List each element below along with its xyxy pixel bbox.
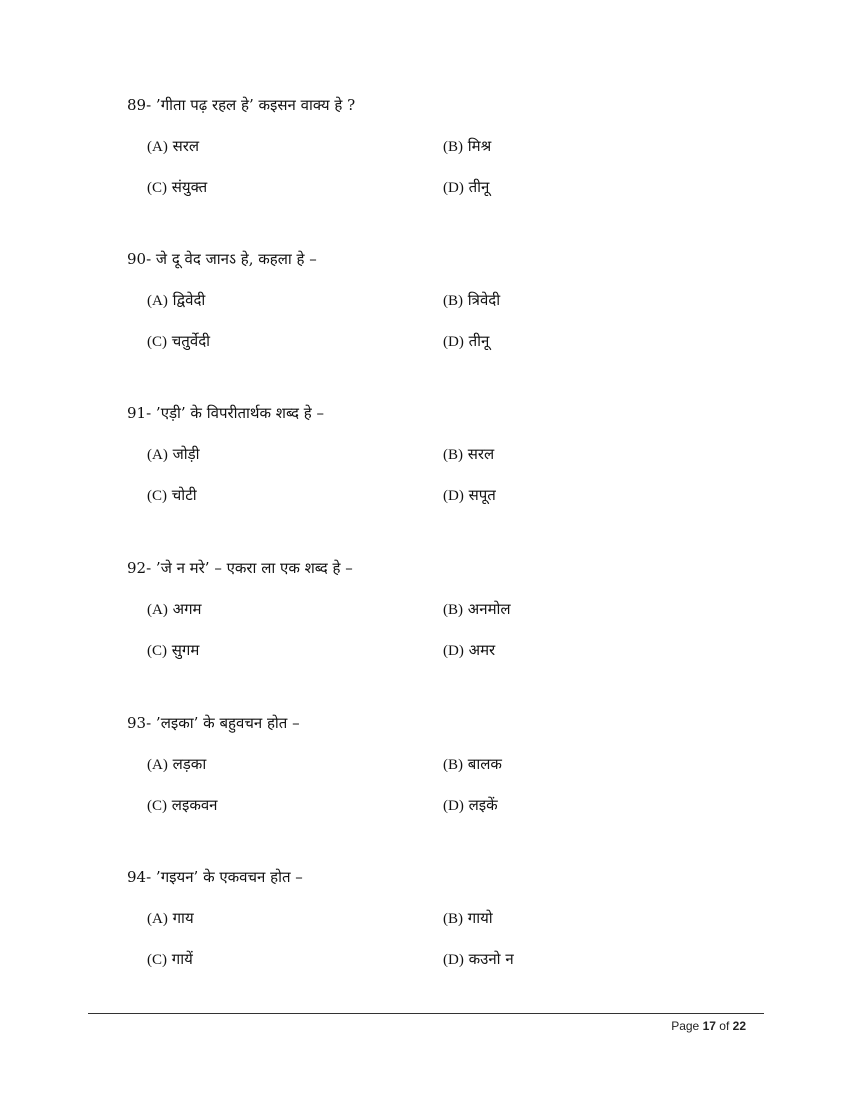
- option-d: (D) कउनो न: [443, 950, 514, 968]
- question-91: [127, 403, 767, 505]
- option-b: (B) बालक: [443, 755, 502, 773]
- option-d: (D) तीनू: [443, 178, 490, 196]
- page-footer: [600, 1019, 746, 1033]
- option-a: (A) लड़का: [147, 755, 207, 773]
- current-page-number: 17: [702, 1019, 716, 1033]
- of-word: of: [719, 1019, 730, 1033]
- option-a: (A) गाय: [147, 909, 194, 927]
- question-92: [127, 558, 767, 660]
- option-d: (D) लइकें: [443, 796, 498, 814]
- question-text: 93- ’लइका’ के बहुवचन होत –: [127, 714, 300, 732]
- question-89: [127, 95, 767, 197]
- option-c: (C) सुगम: [147, 641, 200, 659]
- question-text: 90- जे दू वेद जानऽ हे, कहला हे –: [127, 250, 317, 268]
- option-c: (C) लइकवन: [147, 796, 218, 814]
- option-b: (B) सरल: [443, 445, 495, 463]
- option-a: (A) जोड़ी: [147, 445, 200, 463]
- question-90: [127, 249, 767, 351]
- option-c: (C) चतुर्वेदी: [147, 332, 211, 350]
- option-b: (B) अनमोल: [443, 600, 511, 618]
- question-text: 92- ’जे न मरे’ – एकरा ला एक शब्द हे –: [127, 559, 353, 577]
- option-b: (B) त्रिवेदी: [443, 291, 501, 309]
- total-page-number: 22: [732, 1019, 746, 1033]
- option-a: (A) सरल: [147, 137, 200, 155]
- option-d: (D) अमर: [443, 641, 496, 659]
- footer-divider: [88, 1013, 764, 1014]
- option-b: (B) गायो: [443, 909, 493, 927]
- question-text: 89- ’गीता पढ़ रहल हे’ कइसन वाक्य हे ?: [127, 96, 356, 114]
- page-word: Page: [671, 1019, 700, 1033]
- question-94: [127, 867, 767, 969]
- question-text: 91- ’एड़ी’ के विपरीतार्थक शब्द हे –: [127, 404, 324, 422]
- option-d: (D) सपूत: [443, 486, 496, 504]
- option-c: (C) संयुक्त: [147, 178, 208, 196]
- option-a: (A) द्विवेदी: [147, 291, 206, 309]
- question-text: 94- ’गइयन’ के एकवचन होत –: [127, 868, 303, 886]
- option-c: (C) गायें: [147, 950, 193, 968]
- option-c: (C) चोटी: [147, 486, 197, 504]
- option-d: (D) तीनू: [443, 332, 490, 350]
- option-b: (B) मिश्र: [443, 137, 492, 155]
- option-a: (A) अगम: [147, 600, 202, 618]
- question-93: [127, 713, 767, 815]
